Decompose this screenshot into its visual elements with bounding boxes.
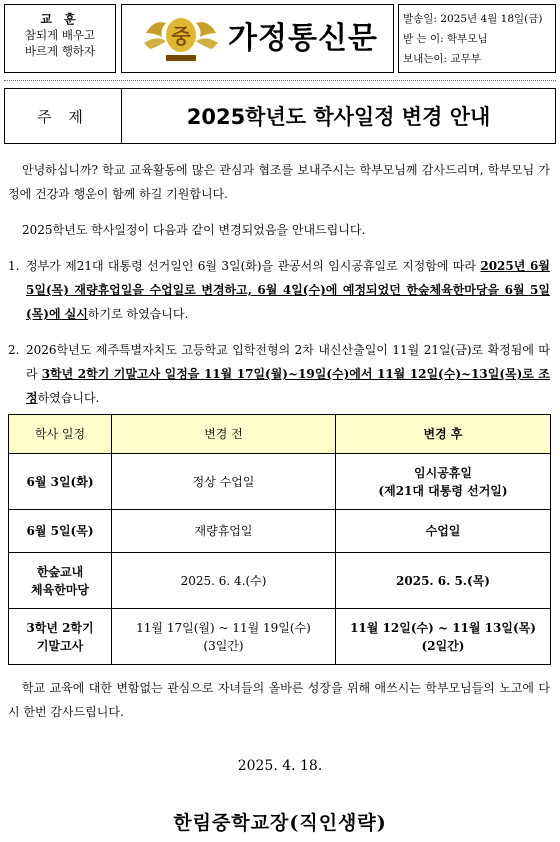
table-row: [9, 510, 551, 553]
header-schedule: 학사 일정: [9, 415, 112, 454]
motto-line-1: 참되게 배우고: [24, 28, 96, 42]
greeting-paragraph: 안녕하십니까? 학교 교육활동에 많은 관심과 협조를 보내주시는 학부모님께 감사드리며, 학부모님 가정에 건강과 행운이 함께 하길 기원합니다.: [8, 163, 550, 201]
dotted-divider: [4, 80, 556, 81]
recipient: 받 는 이: 학부모님: [403, 33, 488, 45]
topic-label: 주 제: [4, 88, 122, 144]
item-2-number: 2.: [8, 343, 20, 357]
school-emblem-icon: [142, 11, 220, 69]
row-2-before: 재량휴업일: [112, 510, 336, 553]
row-1-after-line-2: (제21대 대통령 선거일): [378, 483, 508, 498]
row-3-before: 2025. 6. 4.(수): [112, 553, 336, 609]
motto-line-2: 바르게 행하자: [24, 44, 96, 58]
row-3-event-line-2: 체육한마당: [31, 582, 89, 597]
document-date: 2025. 4. 18.: [237, 758, 323, 774]
row-1-before: 정상 수업일: [112, 454, 336, 510]
table-row: [9, 454, 551, 510]
item-1-number: 1.: [8, 259, 20, 273]
topic-title: 2025학년도 학사일정 변경 안내: [121, 88, 556, 144]
item-1-emphasis: 2025년 6월 5일(목) 재량휴업일을 수업일로 변경하고, 6월 4일(수)에 예정되었던 한숲체육한마당을 6월 5일(목)에 실시: [26, 259, 550, 321]
row-3-after: 2025. 6. 5.(목): [336, 553, 551, 609]
row-2-event: 6월 5일(목): [9, 510, 112, 553]
row-4-before: [112, 609, 336, 665]
principal-signature: 한림중학교장(직인생략): [173, 812, 387, 834]
table-row: [9, 609, 551, 665]
masthead: [121, 4, 394, 73]
row-4-after-line-1: 11월 12일(수) ~ 11월 13일(목): [350, 620, 536, 635]
item-2-text: 2026학년도 제주특별자치도 고등학교 입학전형의 2차 내신산출일이 11월 21일(금)로 확정됨에 따라: [26, 343, 550, 381]
schedule-change-table: [8, 414, 551, 665]
intro-paragraph: 2025학년도 학사일정이 다음과 같이 변경되었음을 안내드립니다.: [22, 223, 366, 237]
row-1-event: 6월 3일(화): [9, 454, 112, 510]
send-info-box: [398, 4, 556, 73]
row-4-event: [9, 609, 112, 665]
notice-item-2: [8, 338, 550, 410]
row-4-after: [336, 609, 551, 665]
sender: 보내는이: 교무부: [403, 53, 481, 65]
closing-paragraph: 학교 교육에 대한 변함없는 관심으로 자녀들의 올바른 성장을 위해 애쓰시는 학부모님들의 노고에 다시 한번 감사드립니다.: [8, 681, 550, 719]
notice-item-1: [8, 254, 550, 326]
table-header-row: [9, 415, 551, 454]
issue-date: 발송일: 2025년 4월 18일(금): [403, 13, 543, 25]
header-after: 변경 후: [336, 415, 551, 454]
row-4-event-line-1: 3학년 2학기: [26, 620, 94, 635]
row-3-event: [9, 553, 112, 609]
row-1-after: [336, 454, 551, 510]
row-3-event-line-1: 한숲교내: [36, 564, 84, 579]
item-2-emphasis: 3학년 2학기 기말고사 일정을 11월 17일(월)~19일(수)에서 11월 12일(수)~13일(목)로 조정: [26, 367, 550, 405]
row-4-event-line-2: 기말고사: [36, 638, 84, 653]
motto-title: 교 훈: [40, 12, 80, 26]
row-2-after: 수업일: [336, 510, 551, 553]
row-4-after-line-2: (2일간): [421, 638, 465, 653]
svg-text:중: 중: [171, 24, 191, 48]
item-1-text: 정부가 제21대 대통령 선거일인 6월 3일(화)을 관공서의 임시공휴일로 지정함에 따라: [26, 259, 481, 273]
table-row: [9, 553, 551, 609]
item-1-text-end: 하기로 하였습니다.: [87, 307, 189, 321]
school-motto-box: [4, 4, 116, 73]
header-before: 변경 전: [112, 415, 336, 454]
row-4-before-line-2: (3일간): [203, 638, 244, 653]
row-1-after-line-1: 임시공휴일: [414, 465, 472, 480]
item-2-text-end: 하였습니다.: [37, 391, 100, 405]
row-4-before-line-1: 11월 17일(월) ~ 11월 19일(수): [136, 620, 311, 635]
newsletter-title: 가정통신문: [228, 21, 378, 56]
